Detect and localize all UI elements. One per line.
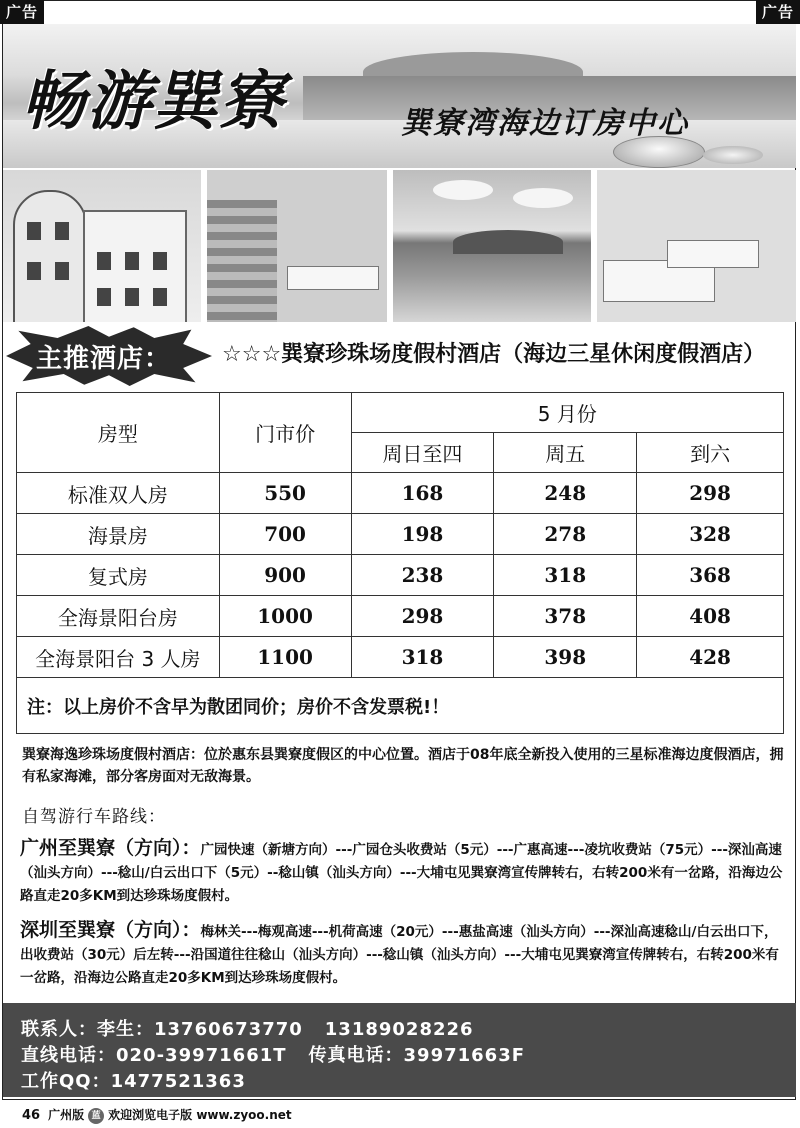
header-room-type: 房型: [17, 393, 220, 473]
phone-number: 13760673770: [154, 1019, 303, 1040]
contact-qq: 工作QQ：1477521363: [21, 1071, 246, 1092]
direct-phone: 020-39971661T: [116, 1045, 287, 1066]
star-rating: ☆☆☆: [222, 342, 282, 367]
website-url: www.zyoo.net: [196, 1108, 292, 1122]
building-tower: [13, 190, 87, 322]
shell-image: [703, 146, 763, 164]
bed: [667, 240, 759, 268]
duplex-room-photo: [207, 170, 387, 322]
header-rack-rate: 门市价: [219, 393, 351, 473]
island-hill: [453, 230, 563, 254]
photo-strip: [3, 170, 796, 322]
room-price-table: [16, 392, 784, 734]
table-row: 全海景阳台 3 人房 1100 318 398 428: [17, 637, 784, 678]
table-row: 海景房 700 198 278 328: [17, 514, 784, 555]
hotel-building-photo: [3, 170, 201, 322]
table-row: 全海景阳台房 1000 298 378 408: [17, 596, 784, 637]
hotel-description: [22, 744, 784, 788]
contact-person: 联系人：李生：13760673770 13189028226: [21, 1019, 474, 1040]
page-footer: [22, 1106, 292, 1124]
contact-direct: 直线电话：020-39971661T 传真电话：39971663F: [21, 1045, 526, 1066]
fax-number: 39971663F: [403, 1045, 526, 1066]
contact-bar: [3, 1003, 796, 1097]
header-sat: 到六: [637, 433, 784, 473]
building-wing: [83, 210, 187, 322]
table-row: 复式房 900 238 318 368: [17, 555, 784, 596]
bed: [287, 266, 379, 290]
banner-subtitle: 巽寮湾海边订房中心: [401, 106, 689, 141]
guest-room-photo: [597, 170, 796, 322]
route-lead: 广州至巽寮（方向）：: [20, 837, 201, 859]
phone-number: 13189028226: [324, 1019, 474, 1040]
header-month: 5 月份: [351, 393, 783, 433]
beach-photo: [393, 170, 591, 322]
header-sun-thu: 周日至四: [351, 433, 494, 473]
hotel-name: ☆☆☆巽寮珍珠场度假村酒店（海边三星休闲度假酒店）: [222, 342, 766, 367]
banner-title: 畅游巽寮: [21, 65, 285, 139]
badge-label: 主推酒店：: [36, 344, 172, 374]
route-title: 自驾游行车路线：: [22, 807, 166, 827]
ad-label-left: 广告: [0, 0, 44, 24]
magazine-logo-icon: 蓝: [88, 1108, 104, 1124]
table-row: 标准双人房 550 168 248 298: [17, 473, 784, 514]
route-shenzhen: [20, 919, 790, 990]
ad-label-right: 广告: [756, 0, 800, 24]
edition: 广州版: [48, 1108, 85, 1122]
route-guangzhou: [20, 837, 790, 908]
route-lead: 深圳至巽寮（方向）：: [20, 919, 201, 941]
slogan: 欢迎浏览电子版: [108, 1108, 193, 1122]
description-text: 位於惠东县巽寮度假区的中心位置。酒店于08年底全新投入使用的三星标准海边度假酒店，拥有私家海滩，部分客房面对无敌海景。: [22, 747, 784, 785]
featured-hotel-badge: [6, 326, 212, 386]
banner: [3, 24, 796, 168]
page-number: 46: [22, 1108, 41, 1123]
description-lead: 巽寮海逸珍珠场度假村酒店：: [22, 747, 204, 763]
price-note: 注：以上房价不含早为散团同价；房价不含发票税!！: [17, 678, 784, 734]
route-text: 梅林关---梅观高速---机荷高速（20元）---惠盐高速（汕头方向）---深汕高速稔山/白云出口下，出收费站（30元）后左转---沿国道往往稔山（汕头方向）---稔山镇（汕头方向）---大埔屯见巽寮湾宣传牌转右，右转200米有一岔路，沿海边公路直走20多KM到达珍珠场度假村。: [20, 924, 779, 986]
staircase: [207, 200, 277, 322]
header-fri: 周五: [494, 433, 637, 473]
route-text: 广园快速（新塘方向）---广园仓头收费站（5元）---广惠高速---凌坑收费站（75元）---深汕高速（汕头方向）---稔山/白云出口下（5元）--稔山镇（汕头方向）---大埔屯见巽寮湾宣传牌转右，右转200米有一岔路，沿海边公路直走20多KM到达珍珠场度假村。: [20, 842, 783, 904]
qq-number: 1477521363: [110, 1071, 246, 1092]
